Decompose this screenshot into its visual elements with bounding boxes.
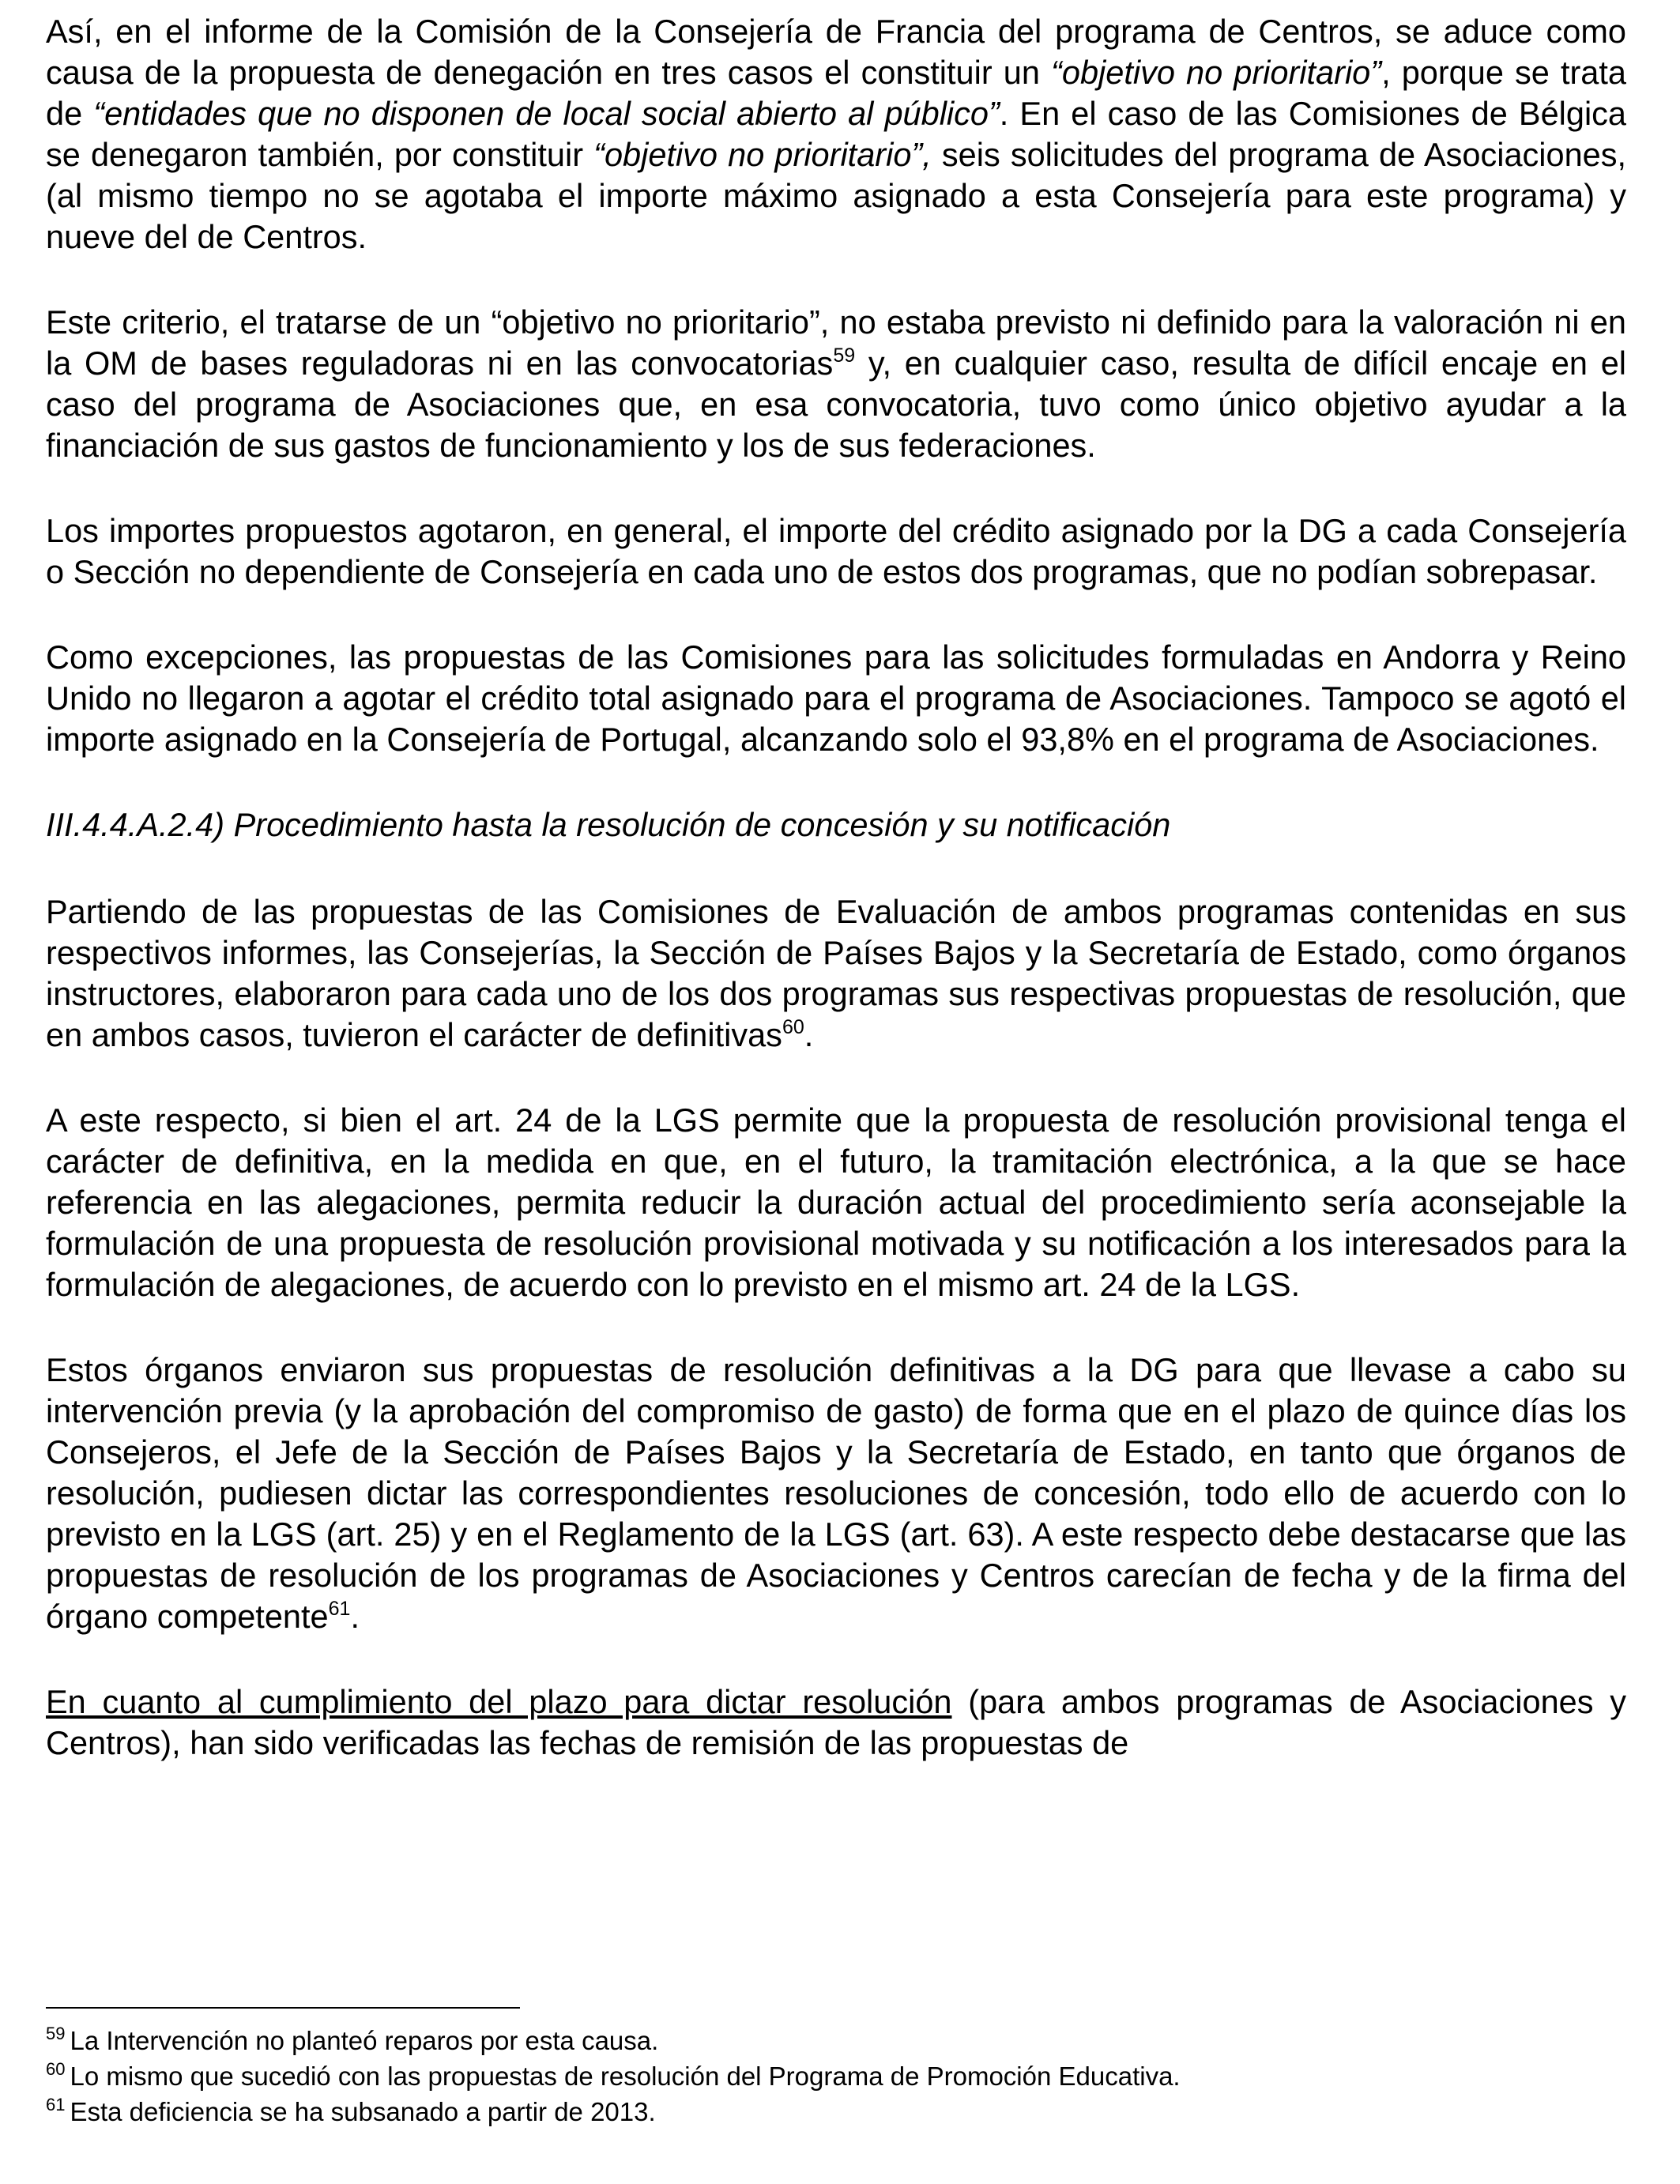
footnote-59 bbox=[46, 2023, 1626, 2058]
italic-quote: “objetivo no prioritario” bbox=[1051, 54, 1382, 91]
document-body bbox=[46, 11, 1626, 1764]
text-run: . bbox=[804, 1016, 814, 1053]
paragraph-criterio bbox=[46, 302, 1626, 466]
text-run: y, en cualquier caso, resulta de difícil encaje en el caso del programa de Asociaciones que, en esa convocatoria, tuvo como único objetivo ayudar a la financiación de sus gastos de funcionamiento y los de sus federaciones. bbox=[46, 345, 1627, 464]
footnote-ref-59[interactable]: 59 bbox=[833, 345, 856, 367]
text-run: Este criterio, el tratarse de un “objetivo no prioritario”, no estaba previsto ni definido para la valoración ni en la OM de bases reguladoras ni en las convocatorias bbox=[46, 303, 1626, 382]
footnote-text: Lo mismo que sucedió con las propuestas de resolución del Programa de Promoción Educativa. bbox=[70, 2062, 1181, 2091]
footnote-divider bbox=[46, 2007, 520, 2009]
text-run: . bbox=[350, 1598, 360, 1635]
footnote-number: 60 bbox=[46, 2059, 66, 2079]
italic-quote: “entidades que no disponen de local social abierto al público” bbox=[93, 95, 1000, 132]
footnote-text: La Intervención no planteó reparos por esta causa. bbox=[70, 2026, 659, 2055]
text-run: seis solicitudes del programa de Asociaciones, (al mismo tiempo no se agotaba el importe máximo asignado a esta Consejería para este programa) y nueve del de Centros. bbox=[46, 136, 1627, 255]
paragraph-excepciones: Como excepciones, las propuestas de las Comisiones para las solicitudes formuladas en Andorra y Reino Unido no llegaron a agotar el crédito total asignado para el programa de Asociaciones. Tampoco se agotó el importe asignado en la Consejería de Portugal, alcanzando solo el 93,8% en el programa de Asociaciones. bbox=[46, 638, 1626, 758]
section-heading: III.4.4.A.2.4) Procedimiento hasta la resolución de concesión y su notificación bbox=[46, 806, 1171, 843]
text-run: . En el caso de las Comisiones de Bélgica se denegaron también, por constituir bbox=[46, 95, 1626, 173]
paragraph-plazo bbox=[46, 1681, 1626, 1764]
text-run: Estos órganos enviaron sus propuestas de resolución definitivas a la DG para que llevase a cabo su intervención previa (y la aprobación del compromiso de gasto) de forma que en el plazo de quince días los Consejeros, el Jefe de la Sección de Países Bajos y la Secretaría de Estado, en tanto que órganos de resolución, pudiesen dictar las correspondientes resoluciones de concesión, todo ello de acuerdo con lo previsto en la LGS (art. 25) y en el Reglamento de la LGS (art. 63). A este respecto debe destacarse que las propuestas de resolución de los programas de Asociaciones y Centros carecían de fecha y de la firma del órgano competente bbox=[46, 1351, 1626, 1635]
paragraph-art24: A este respecto, si bien el art. 24 de la LGS permite que la propuesta de resolución provisional tenga el carácter de definitiva, en la medida en que, en el futuro, la tramitación electrónica, a la que se hace referencia en las alegaciones, permita reducir la duración actual del procedimiento sería aconsejable la formulación de una propuesta de resolución provisional motivada y su notificación a los interesados para la formulación de alegaciones, de acuerdo con lo previsto en el mismo art. 24 de la LGS. bbox=[46, 1101, 1626, 1303]
text-run: Partiendo de las propuestas de las Comisiones de Evaluación de ambos programas contenidas en sus respectivos informes, las Consejerías, la Sección de Países Bajos y la Secretaría de Estado, como órganos instructores, elaboraron para cada uno de los dos programas sus respectivas propuestas de resolución, que en ambos casos, tuvieron el carácter de definitivas bbox=[46, 893, 1626, 1053]
text-run: (para ambos programas de Asociaciones y Centros), han sido verificadas las fechas de remisión de las propuestas de bbox=[46, 1683, 1626, 1761]
paragraph-francia-belgica bbox=[46, 11, 1626, 258]
footnote-ref-60[interactable]: 60 bbox=[782, 1016, 804, 1038]
footnote-61 bbox=[46, 2094, 1626, 2129]
footnotes bbox=[46, 2007, 1626, 2129]
paragraph-organos bbox=[46, 1350, 1626, 1637]
footnote-text: Esta deficiencia se ha subsanado a partir de 2013. bbox=[70, 2097, 656, 2126]
footnote-number: 59 bbox=[46, 2024, 66, 2043]
underlined-text: En cuanto al cumplimiento del plazo para dictar resolución bbox=[46, 1683, 952, 1720]
footnote-60 bbox=[46, 2058, 1626, 2094]
text-run: , porque se trata de bbox=[46, 54, 1626, 132]
paragraph-importes: Los importes propuestos agotaron, en general, el importe del crédito asignado por la DG a cada Consejería o Sección no dependiente de Consejería en cada uno de estos dos programas, que no podían sobrepasar. bbox=[46, 512, 1626, 590]
footnote-number: 61 bbox=[46, 2095, 66, 2114]
footnote-ref-61[interactable]: 61 bbox=[328, 1598, 351, 1620]
italic-quote: “objetivo no prioritario”, bbox=[593, 136, 932, 173]
paragraph-propuestas bbox=[46, 891, 1626, 1056]
text-run: Así, en el informe de la Comisión de la Consejería de Francia del programa de Centros, se aduce como causa de la propuesta de denegación en tres casos el constituir un bbox=[46, 13, 1626, 91]
